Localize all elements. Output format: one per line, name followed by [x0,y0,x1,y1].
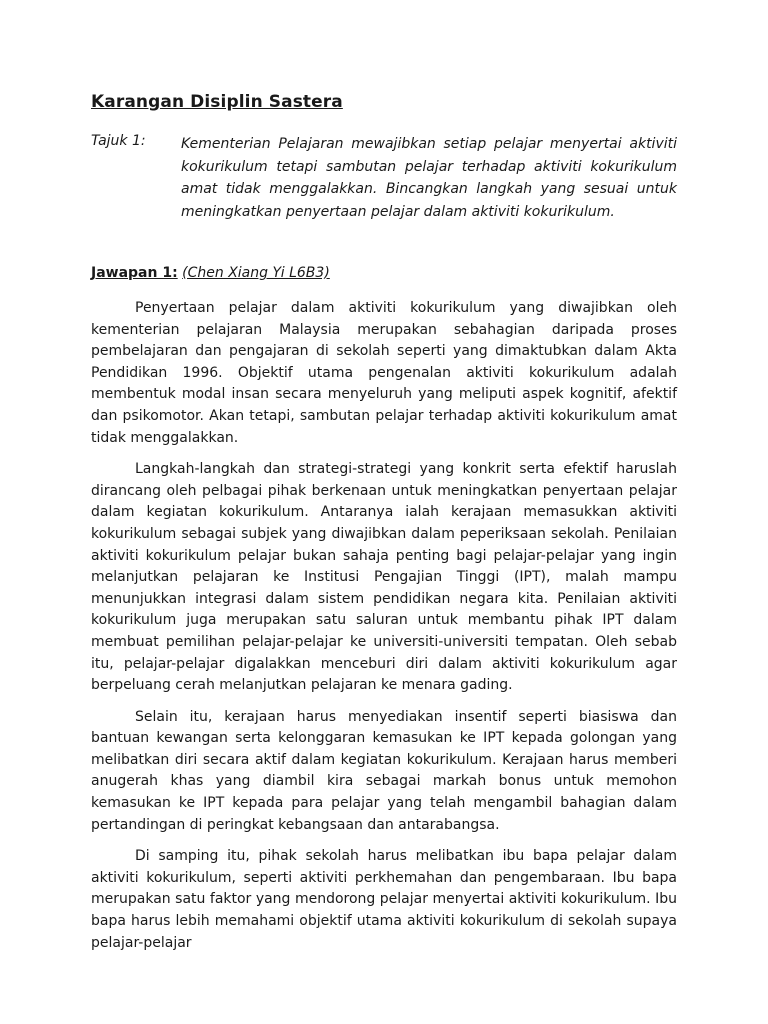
paragraph-2: Langkah-langkah dan strategi-strategi yang konkrit serta efektif haruslah dirancang oleh pelbagai pihak berkenaan untuk meningkatkan penyertaan pelajar dalam kegiatan kokurikulum. Antaranya ialah kerajaan memasukkan aktiviti kokurikulum sebagai subjek yang diwajibkan dalam peperiksaan sekolah. Penilaian aktiviti kokurikulum pelajar bukan sahaja penting bagi pelajar-pelajar yang ingin melanjutkan pelajaran ke Institusi Pengajian Tinggi (IPT), malah mampu menunjukkan integrasi dalam sistem pendidikan negara kita. Penilaian aktiviti kokurikulum juga merupakan satu saluran untuk membantu pihak IPT dalam membuat pemilihan pelajar-pelajar ke universiti-universiti tempatan. Oleh sebab itu, pelajar-pelajar digalakkan menceburi diri dalam aktiviti kokurikulum agar berpeluang cerah melanjutkan pelajaran ke menara gading. [91,461,677,694]
essay-body [91,298,677,964]
paragraph-4: Di samping itu, pihak sekolah harus melibatkan ibu bapa pelajar dalam aktiviti kokurikulum, seperti aktiviti perkhemahan dan pengembaraan. Ibu bapa merupakan satu faktor yang mendorong pelajar menyertai aktiviti kokurikulum. Ibu bapa harus lebih memahami objektif utama aktiviti kokurikulum di sekolah supaya pelajar-pelajar [91,848,677,951]
document-title: Karangan Disiplin Sastera [91,92,343,112]
jawapan-author: (Chen Xiang Yi L6B3) [182,265,330,281]
jawapan-heading [91,265,330,281]
tajuk-text: Kementerian Pelajaran mewajibkan setiap pelajar menyertai aktiviti kokurikulum tetapi sambutan pelajar terhadap aktiviti kokurikulum amat tidak menggalakkan. Bincangkan langkah yang sesuai untuk meningkatkan penyertaan pelajar dalam aktiviti kokurikulum. [181,136,677,220]
tajuk-label: Tajuk 1: [91,133,146,149]
paragraph-1: Penyertaan pelajar dalam aktiviti kokurikulum yang diwajibkan oleh kementerian pelajaran Malaysia merupakan sebahagian daripada proses pembelajaran dan pengajaran di sekolah seperti yang dimaktubkan dalam Akta Pendidikan 1996. Objektif utama pengenalan aktiviti kokurikulum adalah membentuk modal insan secara menyeluruh yang meliputi aspek kognitif, afektif dan psikomotor. Akan tetapi, sambutan pelajar terhadap aktiviti kokurikulum amat tidak menggalakkan. [91,300,677,446]
paragraph-3: Selain itu, kerajaan harus menyediakan insentif seperti biasiswa dan bantuan kewangan serta kelonggaran kemasukan ke IPT kepada golongan yang melibatkan diri secara aktif dalam kegiatan kokurikulum. Kerajaan harus memberi anugerah khas yang diambil kira sebagai markah bonus untuk memohon kemasukan ke IPT kepada para pelajar yang telah mengambil bahagian dalam pertandingan di peringkat kebangsaan dan antarabangsa. [91,708,677,833]
jawapan-label: Jawapan 1: [91,265,178,281]
